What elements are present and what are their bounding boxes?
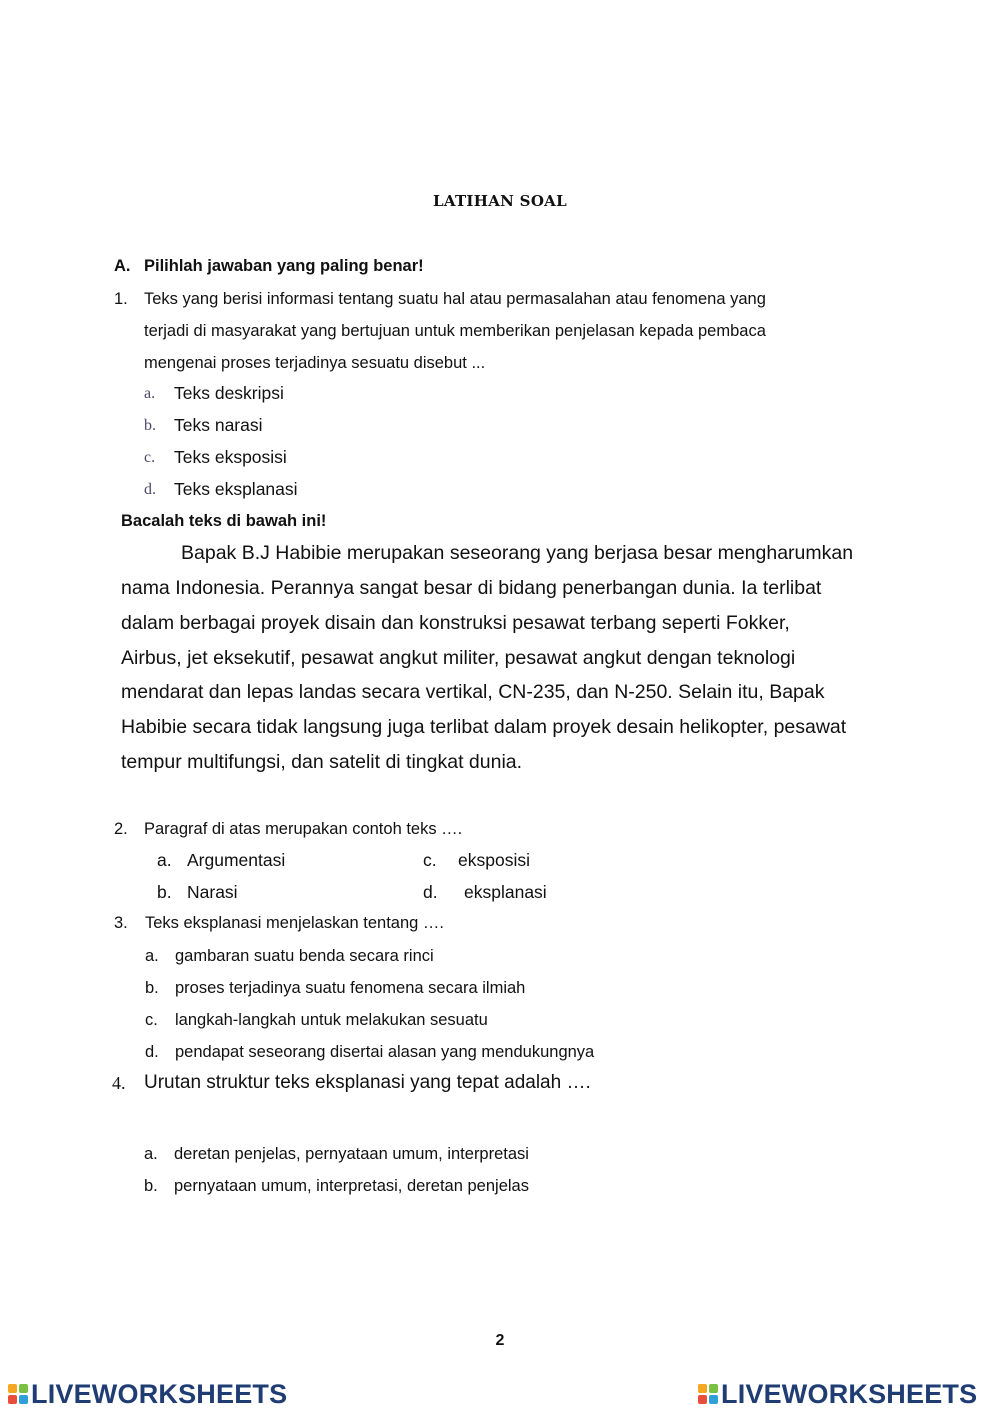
question-text: Paragraf di atas merupakan contoh teks …. <box>144 820 463 838</box>
option-letter: a. <box>144 385 156 402</box>
page-number: 2 <box>495 1332 505 1349</box>
liveworksheets-mark-icon <box>8 1384 28 1404</box>
question-text-line: mengenai proses terjadinya sesuatu disebut ... <box>144 354 486 372</box>
option-letter: b. <box>144 417 156 434</box>
question-text-line: Teks yang berisi informasi tentang suatu hal atau permasalahan atau fenomena yang <box>144 290 766 308</box>
passage-line: mendarat dan lepas landas secara vertikal, CN-235, dan N-250. Selain itu, Bapak <box>121 681 825 703</box>
logo-tile <box>709 1395 718 1404</box>
option-letter: c. <box>144 449 156 466</box>
liveworksheets-logo-left <box>8 1379 287 1409</box>
question-number: 1. <box>114 290 128 308</box>
option-letter: a. <box>145 947 159 965</box>
option-b-text[interactable]: Narasi <box>187 882 238 902</box>
question-text: Teks eksplanasi menjelaskan tentang …. <box>145 914 444 932</box>
reading-instruction: Bacalah teks di bawah ini! <box>121 512 327 530</box>
question-number: 3. <box>114 914 128 932</box>
option-letter: a. <box>144 1145 158 1163</box>
option-d-text[interactable]: eksplanasi <box>464 882 547 902</box>
logo-wordmark: LIVEWORKSHEETS <box>721 1378 978 1409</box>
option-a-text[interactable]: deretan penjelas, pernyataan umum, interpretasi <box>174 1145 529 1163</box>
option-a-text[interactable]: Teks deskripsi <box>174 383 284 403</box>
option-c-text[interactable]: langkah-langkah untuk melakukan sesuatu <box>175 1011 488 1029</box>
option-letter: d. <box>145 1043 159 1061</box>
option-c-text[interactable]: Teks eksposisi <box>174 447 287 467</box>
logo-tile <box>19 1384 28 1393</box>
passage-line: dalam berbagai proyek disain dan konstruksi pesawat terbang seperti Fokker, <box>121 612 790 634</box>
passage-line: Bapak B.J Habibie merupakan seseorang yang berjasa besar mengharumkan <box>181 542 854 564</box>
option-d-text[interactable]: pendapat seseorang disertai alasan yang mendukungnya <box>175 1043 595 1061</box>
logo-tile <box>8 1395 17 1404</box>
logo-tile <box>709 1384 718 1393</box>
option-letter: c. <box>145 1011 158 1029</box>
question-number: 4. <box>112 1073 126 1093</box>
option-d-text[interactable]: Teks eksplanasi <box>174 479 298 499</box>
logo-tile <box>19 1395 28 1404</box>
question-text-line: terjadi di masyarakat yang bertujuan untuk memberikan penjelasan kepada pembaca <box>144 322 766 340</box>
logo-tile <box>8 1384 17 1393</box>
worksheet-title: LATIHAN SOAL <box>433 192 567 210</box>
question-number: 2. <box>114 820 128 838</box>
option-a-text[interactable]: gambaran suatu benda secara rinci <box>175 947 434 965</box>
section-marker: A. <box>114 257 131 275</box>
liveworksheets-logo-right <box>698 1379 977 1409</box>
passage-line: Airbus, jet eksekutif, pesawat angkut militer, pesawat angkut dengan teknologi <box>121 647 796 669</box>
option-a-text[interactable]: Argumentasi <box>187 850 286 870</box>
option-b-text[interactable]: pernyataan umum, interpretasi, deretan penjelas <box>174 1177 529 1195</box>
logo-wordmark: LIVEWORKSHEETS <box>31 1378 288 1409</box>
passage-line: Habibie secara tidak langsung juga terlibat dalam proyek desain helikopter, pesawat <box>121 716 847 738</box>
option-c-text[interactable]: eksposisi <box>458 850 530 870</box>
option-b-text[interactable]: proses terjadinya suatu fenomena secara ilmiah <box>175 979 526 997</box>
option-b-text[interactable]: Teks narasi <box>174 415 263 435</box>
passage-line: tempur multifungsi, dan satelit di tingkat dunia. <box>121 751 523 773</box>
option-letter: c. <box>423 850 437 870</box>
option-letter: d. <box>144 481 156 498</box>
passage-line: nama Indonesia. Perannya sangat besar di bidang penerbangan dunia. Ia terlibat <box>121 577 822 599</box>
logo-tile <box>698 1395 707 1404</box>
option-letter: b. <box>145 979 159 997</box>
option-letter: b. <box>157 882 172 902</box>
liveworksheets-mark-icon <box>698 1384 718 1404</box>
question-text: Urutan struktur teks eksplanasi yang tepat adalah …. <box>144 1072 591 1093</box>
logo-tile <box>698 1384 707 1393</box>
option-letter: d. <box>423 882 438 902</box>
section-instruction: Pilihlah jawaban yang paling benar! <box>144 257 424 275</box>
option-letter: a. <box>157 850 172 870</box>
option-letter: b. <box>144 1177 158 1195</box>
